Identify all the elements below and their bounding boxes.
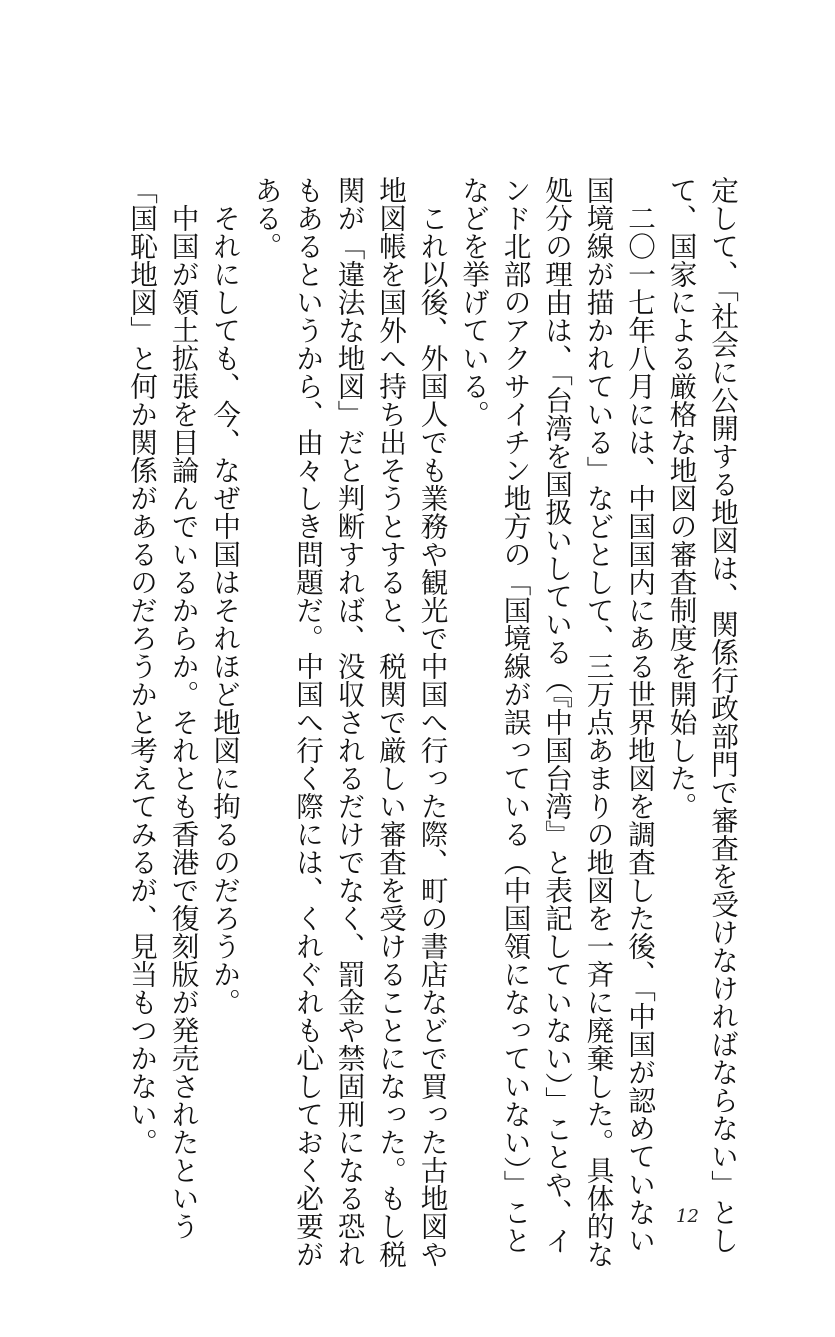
text-line: 定して、「社会に公開する地図は、関係行政部門で審査を受けなければならない」とし xyxy=(706,176,739,1255)
text-line: もあるというから、由々しき問題だ。中国へ行く際には、くれぐれも心しておく必要が xyxy=(291,176,324,1268)
text-line: て、国家による厳格な地図の審査制度を開始した。 xyxy=(664,176,698,820)
text-line: などを挙げている。 xyxy=(457,176,490,428)
text-line: それにしても、今、なぜ中国はそれほど地図に拘るのだろうか。 xyxy=(208,176,241,1016)
text-line: 関が「違法な地図」だと判断すれば、没収されるだけでなく、罰金や禁固刑になる恐れ xyxy=(332,176,366,1268)
text-line: ある。 xyxy=(249,176,283,260)
text-line: 中国が領土拡張を目論んでいるからか。それとも香港で復刻版が発売されたという xyxy=(166,176,200,1240)
text-line: 国境線が描かれている」などとして、三万点あまりの地図を一斉に廃棄した。具体的な xyxy=(581,176,615,1268)
text-line: 地図帳を国外へ持ち出そうとすると、税関で厳しい審査を受けることになった。もし税 xyxy=(374,176,407,1268)
text-line: これ以後、外国人でも業務や観光で中国へ行った際、町の書店などで買った古地図や xyxy=(415,176,449,1268)
text-line: ンド北部のアクサイチン地方の「国境線が誤っている（中国領になっていない）」こと xyxy=(498,176,532,1255)
text-line: 「国恥地図」と何か関係があるのだろうかと考えてみるが、見当もつかない。 xyxy=(125,176,158,1156)
page-number: 12 xyxy=(676,1206,699,1227)
text-line: 二〇一七年八月には、中国国内にある世界地図を調査した後、「中国が認めていない xyxy=(623,176,656,1255)
text-line: 処分の理由は、「台湾を国扱いしている（『中国台湾』と表記していない）」ことや、イ xyxy=(540,176,573,1255)
